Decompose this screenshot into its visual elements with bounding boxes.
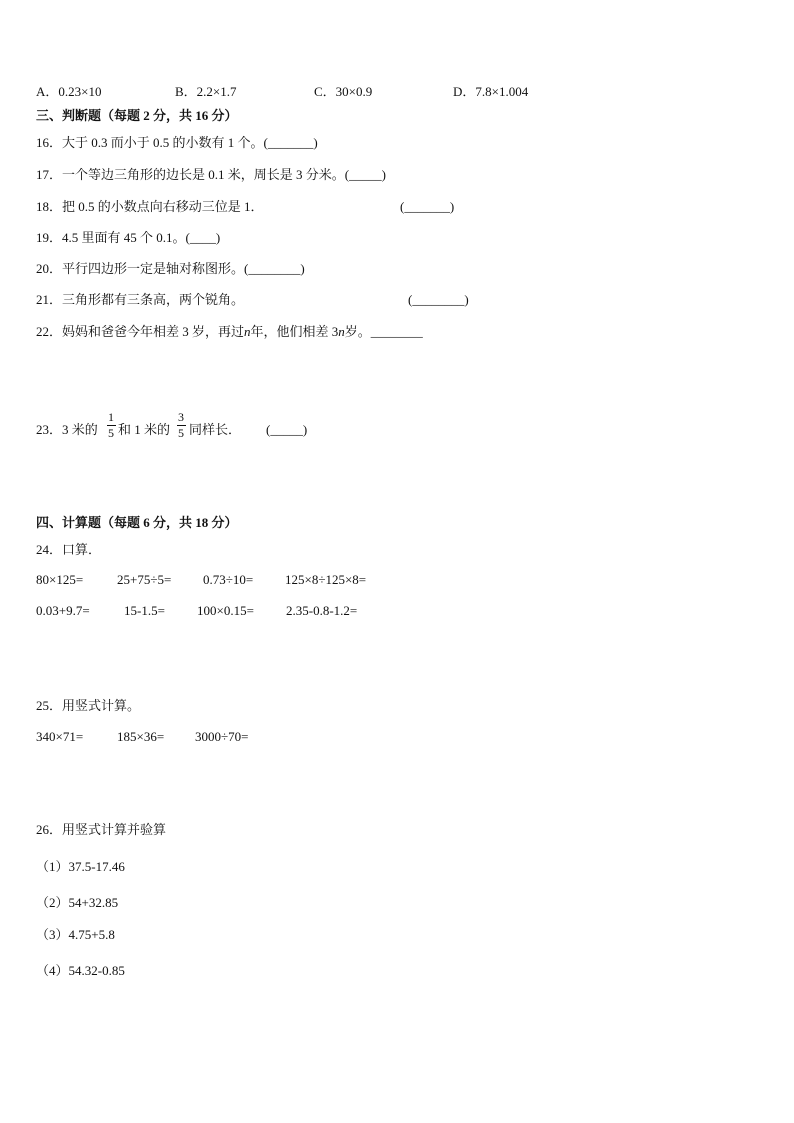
question-25-title: 25．用竖式计算。 xyxy=(36,698,141,713)
list-item: （4）54.32-0.85 xyxy=(36,963,125,978)
question-22-part2: 年，他们相差 3 xyxy=(250,324,339,339)
question-23-part3: 同样长． xyxy=(189,422,242,437)
calc-item: 15-1.5= xyxy=(124,603,165,618)
question-22 xyxy=(36,323,423,341)
calc-item: 3000÷70= xyxy=(195,729,249,744)
calc-item: 0.73÷10= xyxy=(203,572,254,587)
variable-n: n xyxy=(338,324,345,339)
variable-n: n xyxy=(244,324,251,339)
calc-item: 125×8÷125×8= xyxy=(285,572,367,587)
fraction-denominator: 5 xyxy=(178,426,184,440)
option-d: D．7.8×1.004 xyxy=(453,84,529,99)
option-c: C．30×0.9 xyxy=(314,84,373,99)
question-16: 16．大于 0.3 而小于 0.5 的小数有 1 个。(_______) xyxy=(36,135,318,150)
question-23-part1: 23．3 米的 xyxy=(36,422,98,437)
option-b: B．2.2×1.7 xyxy=(175,84,237,99)
fraction-numerator: 1 xyxy=(108,410,114,424)
question-23-blank: (_____) xyxy=(266,422,308,437)
calc-item: 100×0.15= xyxy=(197,603,254,618)
section-title-judgement: 三、判断题（每题 2 分，共 16 分） xyxy=(36,108,238,123)
calc-item: 0.03+9.7= xyxy=(36,603,90,618)
fraction-one-fifth xyxy=(105,411,117,440)
question-18-blank: (_______) xyxy=(400,199,455,214)
question-18: 18．把 0.5 的小数点向右移动三位是 1． xyxy=(36,199,264,214)
calc-item: 340×71= xyxy=(36,729,84,744)
question-19: 19．4.5 里面有 45 个 0.1。(____) xyxy=(36,230,221,245)
calc-item: 2.35-0.8-1.2= xyxy=(286,603,358,618)
fraction-denominator: 5 xyxy=(108,426,114,440)
calc-item: 25+75÷5= xyxy=(117,572,172,587)
question-17: 17．一个等边三角形的边长是 0.1 米，周长是 3 分米。(_____) xyxy=(36,167,386,182)
calc-item: 80×125= xyxy=(36,572,84,587)
list-item: （1）37.5-17.46 xyxy=(36,859,125,874)
question-21: 21．三角形都有三条高，两个锐角。 xyxy=(36,292,245,307)
option-a: A．0.23×10 xyxy=(36,84,102,99)
fraction-three-fifths xyxy=(175,411,187,440)
question-22-part3: 岁。________ xyxy=(344,324,423,339)
question-20: 20．平行四边形一定是轴对称图形。(________) xyxy=(36,261,305,276)
question-22-part1: 22．妈妈和爸爸今年相差 3 岁，再过 xyxy=(36,324,245,339)
question-26-title: 26．用竖式计算并验算 xyxy=(36,822,167,837)
section-title-calculation: 四、计算题（每题 6 分，共 18 分） xyxy=(36,515,238,530)
calc-item: 185×36= xyxy=(117,729,165,744)
list-item: （2）54+32.85 xyxy=(36,895,119,910)
question-21-blank: (________) xyxy=(408,292,469,307)
fraction-numerator: 3 xyxy=(178,410,184,424)
question-23-part2: 和 1 米的 xyxy=(118,422,171,437)
list-item: （3）4.75+5.8 xyxy=(36,927,115,942)
question-24-title: 24．口算． xyxy=(36,542,102,557)
